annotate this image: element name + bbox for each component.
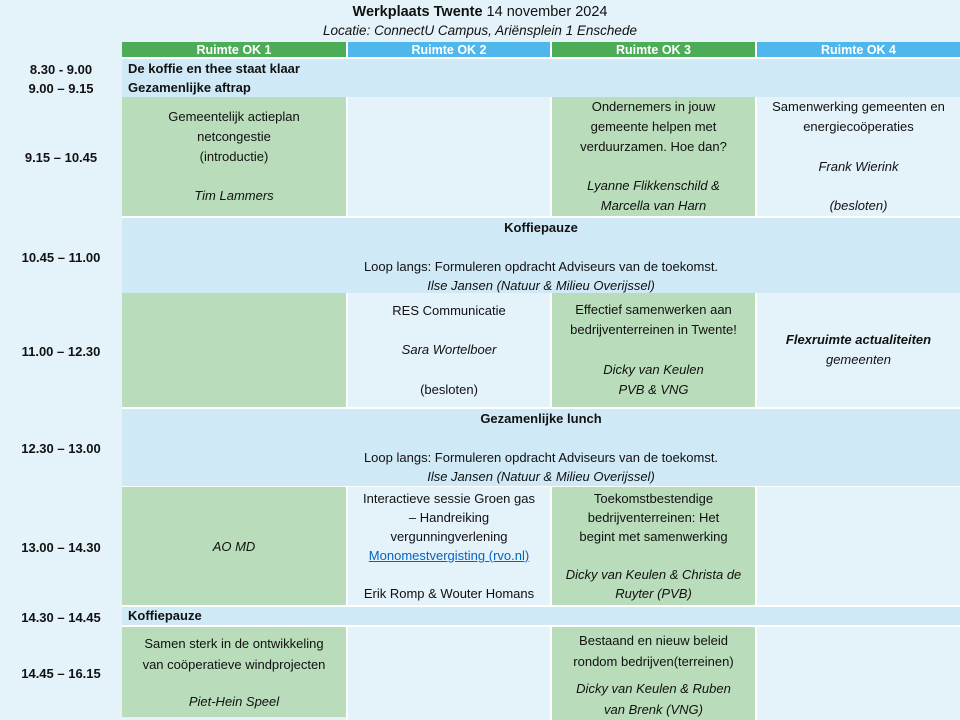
session-block — [122, 627, 346, 717]
text-line: PVB & VNG — [618, 381, 689, 397]
page-title — [0, 4, 960, 20]
text-line: De koffie en thee staat klaar — [128, 61, 300, 76]
session-cell-ok4 — [757, 293, 960, 409]
text-line: Dicky van Keulen & Christa de — [565, 567, 742, 582]
text-line: Ondernemers in jouw — [591, 99, 716, 114]
text-line: Samenwerking gemeenten en — [772, 99, 945, 114]
text-line: energiecoöperaties — [803, 119, 914, 134]
session-cell-ok2 — [348, 627, 552, 720]
text-line: Gezamenlijke lunch — [480, 411, 602, 426]
event-name: Werkplaats Twente — [352, 4, 483, 20]
session-cell-ok2 — [348, 487, 552, 607]
session-cell-ok2 — [348, 293, 552, 409]
text-line: Loop langs: Formuleren opdracht Adviseurs van de toekomst. — [363, 258, 719, 274]
text-line: Bestaand en nieuw beleid — [579, 633, 728, 648]
text-line: bedrijventerreinen: Het — [587, 510, 720, 525]
text-line: Interactieve sessie Groen gas — [363, 491, 535, 506]
text-line: (besloten) — [420, 381, 478, 397]
text-line: Toekomstbestendige — [593, 491, 714, 506]
text-line: begint met samenwerking — [579, 529, 728, 544]
text-line: Ruyter (PVB) — [615, 586, 692, 601]
text-line: Erik Romp & Wouter Homans — [363, 586, 535, 601]
session-cell-ok3 — [552, 293, 757, 409]
time-label: 13.00 – 14.30 — [21, 539, 101, 555]
koffiepauze-span-cell — [122, 218, 960, 297]
text-line: Tim Lammers — [194, 188, 274, 204]
schedule-row-koffiepauze-1 — [0, 218, 960, 293]
session-cell-ok2 — [348, 97, 552, 218]
session-cell-ok1 — [122, 627, 348, 720]
session-cell-ok4 — [757, 97, 960, 218]
lunch-span-cell — [122, 409, 960, 488]
session-cell-ok1 — [122, 487, 348, 607]
session-cell-ok4 — [757, 487, 960, 607]
text-line: AO MD — [212, 538, 256, 554]
column-header-ruimte-ok4: Ruimte OK 4 — [757, 42, 960, 59]
document-header — [0, 0, 960, 42]
session-cell-ok3 — [552, 487, 757, 607]
schedule-row-opening — [0, 59, 960, 97]
opening-span-cell — [122, 59, 960, 99]
time-label: 10.45 – 11.00 — [21, 249, 101, 265]
text-line: Koffiepauze — [504, 220, 578, 235]
session-cell-ok3 — [552, 627, 757, 720]
schedule-row-0915 — [0, 97, 960, 218]
text-line: Dicky van Keulen — [603, 361, 704, 377]
text-line: Piet-Hein Speel — [188, 693, 280, 709]
text-line: gemeenten — [825, 352, 892, 367]
time-label: 11.00 – 12.30 — [21, 343, 101, 359]
time-label: 14.30 – 14.45 — [21, 609, 101, 625]
column-header-ruimte-ok2: Ruimte OK 2 — [348, 42, 552, 59]
text-line: rondom bedrijven(terreinen) — [573, 654, 734, 669]
schedule-row-1100 — [0, 293, 960, 409]
text-line: verduurzamen. Hoe dan? — [580, 139, 727, 154]
text-line: Gezamenlijke aftrap — [128, 80, 251, 95]
text-line: vergunningverlening — [390, 529, 508, 544]
text-line: RES Communicatie — [392, 302, 506, 318]
text-line: Effectief samenwerken aan — [575, 302, 732, 318]
time-label: 9.15 – 10.45 — [24, 150, 98, 165]
text-line: (besloten) — [829, 198, 888, 213]
text-line: Frank Wierink — [818, 158, 899, 174]
text-line: gemeente helpen met — [590, 119, 717, 134]
text-line: netcongestie — [197, 128, 271, 144]
schedule-row-1300 — [0, 487, 960, 607]
text-line: van coöperatieve windprojecten — [142, 656, 326, 672]
header-spacer — [0, 42, 122, 59]
text-line: Koffiepauze — [128, 608, 202, 623]
session-cell-ok1 — [122, 293, 348, 409]
text-line: Ilse Jansen (Natuur & Milieu Overijssel) — [427, 277, 655, 293]
table-header-row — [0, 42, 960, 59]
session-cell-ok1 — [122, 97, 348, 218]
text-line: Marcella van Harn — [600, 198, 707, 213]
text-line: Lyanne Flikkenschild & — [587, 178, 720, 193]
time-label — [0, 59, 122, 99]
text-line: bedrijventerreinen in Twente! — [570, 322, 737, 338]
time-label: 12.30 – 13.00 — [21, 440, 101, 456]
text-line: (introductie) — [199, 148, 269, 164]
text-line: Gemeentelijk actieplan — [168, 108, 300, 124]
text-line: Sara Wortelboer — [401, 342, 497, 357]
schedule-row-lunch — [0, 409, 960, 487]
text-line: Dicky van Keulen & Ruben — [576, 681, 731, 696]
time-line-1: 8.30 - 9.00 — [29, 62, 93, 77]
schedule-row-1445 — [0, 627, 960, 720]
text-line: van Brenk (VNG) — [604, 702, 703, 717]
column-header-ruimte-ok1: Ruimte OK 1 — [122, 42, 348, 59]
column-header-ruimte-ok3: Ruimte OK 3 — [552, 42, 757, 59]
text-line: Samen sterk in de ontwikkeling — [144, 635, 324, 651]
session-cell-ok4 — [757, 627, 960, 720]
event-location: Locatie: ConnectU Campus, Ariënsplein 1 Enschede — [323, 23, 637, 38]
session-cell-ok3 — [552, 97, 757, 218]
schedule-row-koffiepauze-2 — [0, 607, 960, 627]
schedule-table — [0, 42, 960, 720]
text-line: Ilse Jansen (Natuur & Milieu Overijssel) — [427, 468, 655, 484]
time-label: 14.45 – 16.15 — [21, 666, 101, 681]
koffiepauze-span-cell — [122, 607, 960, 627]
text-line: – Handreiking — [408, 510, 490, 525]
time-line-2: 9.00 – 9.15 — [28, 81, 94, 96]
event-date: 14 november 2024 — [482, 4, 608, 20]
text-line: Flexruimte actualiteiten — [785, 332, 932, 347]
monomestvergisting-link[interactable]: Monomestvergisting (rvo.nl) — [368, 548, 530, 563]
text-line: Loop langs: Formuleren opdracht Adviseurs van de toekomst. — [363, 449, 719, 465]
